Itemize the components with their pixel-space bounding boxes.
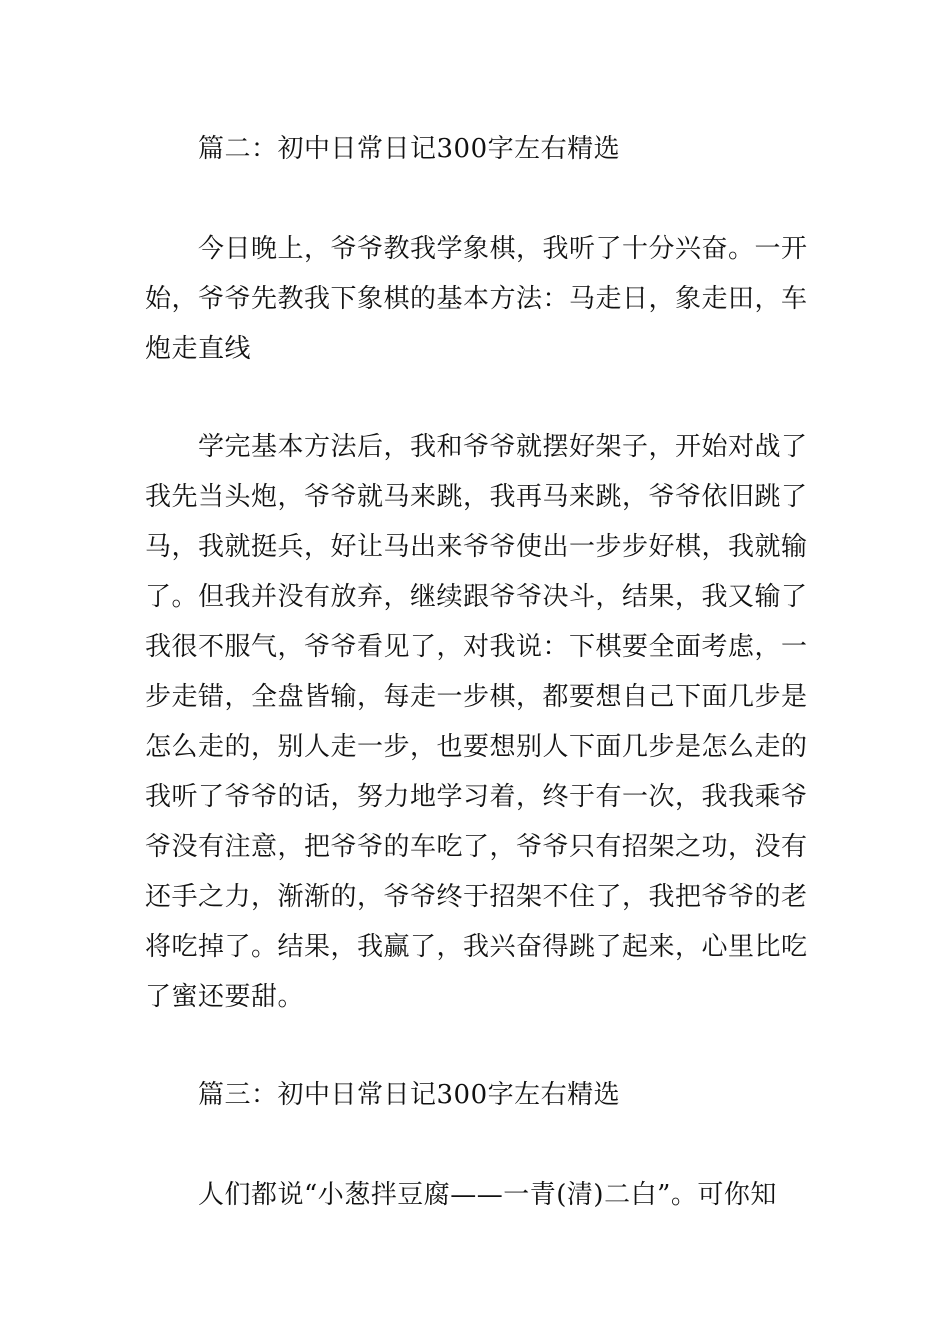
paragraph-line: 炮走直线: [145, 334, 252, 364]
paragraph-line: 还手之力，渐渐的，爷爷终于招架不住了，我把爷爷的老: [145, 882, 808, 912]
paragraph-line: 我很不服气，爷爷看见了，对我说：下棋要全面考虑，一: [145, 632, 808, 662]
paragraph-line: 人们都说“小葱拌豆腐——一青(清)二白”。可你知: [198, 1180, 777, 1210]
paragraph-line: 步走错，全盘皆输，每走一步棋，都要想自己下面几步是: [145, 682, 808, 712]
paragraph-line: 将吃掉了。结果，我赢了，我兴奋得跳了起来，心里比吃: [145, 932, 808, 962]
section-heading: 篇二：初中日常日记300字左右精选: [198, 134, 621, 164]
paragraph-line: 我先当头炮，爷爷就马来跳，我再马来跳，爷爷依旧跳了: [145, 482, 808, 512]
paragraph-line: 爷没有注意，把爷爷的车吃了，爷爷只有招架之功，没有: [145, 832, 808, 862]
section-heading: 篇三：初中日常日记300字左右精选: [198, 1080, 621, 1110]
paragraph-line: 怎么走的，别人走一步，也要想别人下面几步是怎么走的: [145, 732, 808, 762]
paragraph-line: 了。但我并没有放弃，继续跟爷爷决斗，结果，我又输了: [145, 582, 808, 612]
paragraph-line: 学完基本方法后，我和爷爷就摆好架子，开始对战了: [198, 432, 808, 462]
paragraph-line: 了蜜还要甜。: [145, 982, 305, 1012]
paragraph-line: 马，我就挺兵，好让马出来爷爷使出一步步好棋，我就输: [145, 532, 808, 562]
paragraph-line: 今日晚上，爷爷教我学象棋，我听了十分兴奋。一开: [198, 234, 808, 264]
paragraph-line: 始，爷爷先教我下象棋的基本方法：马走日，象走田，车: [145, 284, 808, 314]
paragraph-line: 我听了爷爷的话，努力地学习着，终于有一次，我我乘爷: [145, 782, 808, 812]
